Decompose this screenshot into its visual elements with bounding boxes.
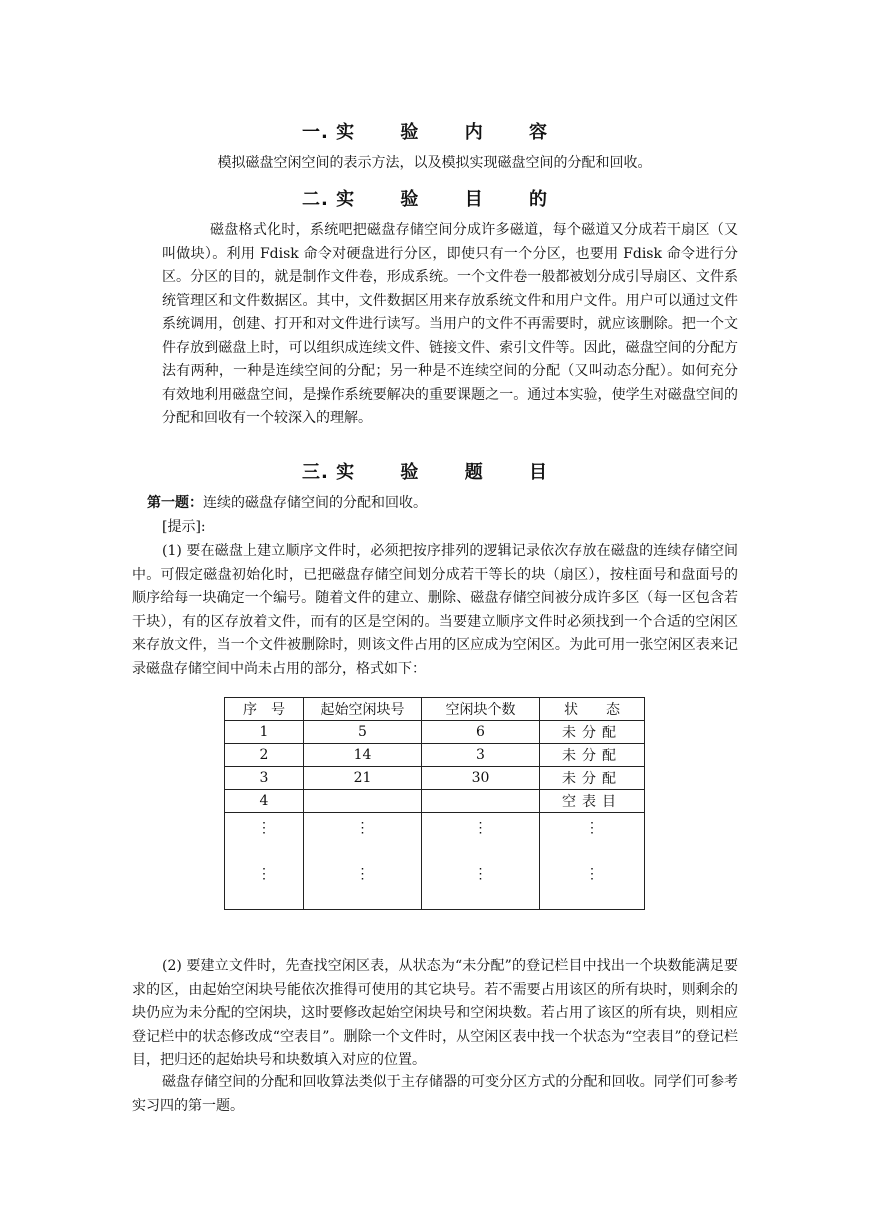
table-cell: [540, 813, 645, 910]
ellipsis-mark: ⋮: [473, 820, 488, 836]
table-row: [225, 790, 645, 813]
table-ellipsis-row: [225, 813, 645, 910]
section3-title: 实 验 题 目: [336, 462, 567, 483]
section1-title: 实 验 内 容: [336, 122, 567, 143]
hint-paragraph-2: [132, 955, 738, 1073]
table-cell: 1: [225, 721, 304, 744]
ellipsis-mark: ⋮: [585, 820, 599, 836]
table-cell: 2: [225, 744, 304, 767]
section2-paragraph: 磁盘格式化时，系统吧把磁盘存储空间分成许多磁道，每个磁道又分成若干扇区（又叫做块）。利用 Fdisk 命令对硬盘进行分区，即使只有一个分区，也要用 Fdisk 命令进行分区。分区的目的，就是制作文件卷，形成系统。一个文件卷一般都被划分成引导扇区、文件系统管理区和文件数据区。其中，文件数据区用来存放系统文件和用户文件。用户可以通过文件系统调用，创建、打开和对文件进行读写。当用户的文件不再需要时，就应该删除。把一个文件存放到磁盘上时，可以组织成连续文件、链接文件、索引文件等。因此，磁盘空间的分配方法有两种，一种是连续空间的分配；另一种是不连续空间的分配（又叫动态分配）。如何充分有效地利用磁盘空间，是操作系统要解决的重要课题之一。通过本实验，使学生对磁盘空间的分配和回收有一个较深入的理解。: [162, 222, 738, 426]
question-text: 连续的磁盘存储空间的分配和回收。: [203, 495, 427, 511]
hint-paragraph-1-text: (1) 要在磁盘上建立顺序文件时，必须把按序排列的逻辑记录依次存放在磁盘的连续存储空间中。可假定磁盘初始化时，已把磁盘存储空间划分成若干等长的块（扇区），按柱面号和盘面号的顺序给每一块确定一个编号。随着文件的建立、删除、磁盘存储空间被分成许多区（每一区包含若干块），有的区存放着文件，而有的区是空闲的。当要建立顺序文件时必须找到一个合适的空闲区来存放文件，当一个文件被删除时，则该文件占用的区应成为空闲区。为此可用一张空闲区表来记录磁盘存储空间中尚未占用的部分，格式如下：: [132, 543, 738, 677]
ellipsis-mark: ⋮: [473, 866, 488, 882]
table-cell: [225, 813, 304, 910]
ellipsis-mark: ⋮: [355, 866, 370, 882]
free-space-table: [224, 697, 645, 910]
section2-title: 实 验 目 的: [336, 189, 567, 210]
ellipsis-mark: ⋮: [257, 820, 271, 836]
table-cell: 21: [304, 767, 422, 790]
hint-paragraph-1: [132, 540, 738, 681]
table-cell: [304, 790, 422, 813]
table-cell: 3: [225, 767, 304, 790]
table-cell: 未分配: [540, 744, 645, 767]
ellipsis-mark: ⋮: [257, 866, 271, 882]
table-row: [225, 767, 645, 790]
table-cell: 14: [304, 744, 422, 767]
table-row: [225, 744, 645, 767]
table-header-cell: 起始空闲块号: [304, 698, 422, 721]
hint-paragraph-3-text: 磁盘存储空间的分配和回收算法类似于主存储器的可变分区方式的分配和回收。同学们可参考实习四的第一题。: [132, 1074, 738, 1114]
section2-body: [162, 219, 738, 431]
table-cell: 未分配: [540, 767, 645, 790]
table-header-row: [225, 698, 645, 721]
question-label: 第一题：: [147, 495, 203, 511]
section2-number: 二.: [302, 189, 329, 210]
section1-heading: [0, 118, 869, 144]
section3-number: 三.: [302, 462, 329, 483]
hint-paragraph-2-text: (2) 要建立文件时，先查找空闲区表，从状态为“未分配”的登记栏目中找出一个块数能满足要求的区，由起始空闲块号能依次推得可使用的其它块号。若不需要占用该区的所有块时，则剩余的块仍应为未分配的空闲块，这时要修改起始空闲块号和空闲块数。若占用了该区的所有块，则相应登记栏中的状态修改成“空表目”。删除一个文件时，从空闲区表中找一个状态为“空表目”的登记栏目，把归还的起始块号和块数填入对应的位置。: [132, 958, 738, 1068]
question-line: [147, 492, 427, 515]
table-cell: [422, 813, 540, 910]
table-cell: 6: [422, 721, 540, 744]
table-cell: 未分配: [540, 721, 645, 744]
section1-body: 模拟磁盘空闲空间的表示方法，以及模拟实现磁盘空间的分配和回收。: [217, 155, 652, 171]
table-header-cell: 空闲块个数: [422, 698, 540, 721]
table-header-cell: 序 号: [225, 698, 304, 721]
table-cell: 30: [422, 767, 540, 790]
hint-paragraph-3: [132, 1071, 738, 1118]
table-cell: [422, 790, 540, 813]
table-cell: [304, 813, 422, 910]
table-header-cell: 状 态: [540, 698, 645, 721]
ellipsis-mark: ⋮: [355, 820, 370, 836]
table-cell: 空表目: [540, 790, 645, 813]
table-cell: 3: [422, 744, 540, 767]
ellipsis-mark: ⋮: [585, 866, 599, 882]
table-cell: 4: [225, 790, 304, 813]
table-cell: 5: [304, 721, 422, 744]
table-row: [225, 721, 645, 744]
section2-heading: [0, 185, 869, 211]
section3-heading: [0, 458, 869, 484]
section1-number: 一.: [302, 122, 329, 143]
hint-label: [提示]:: [162, 519, 206, 535]
